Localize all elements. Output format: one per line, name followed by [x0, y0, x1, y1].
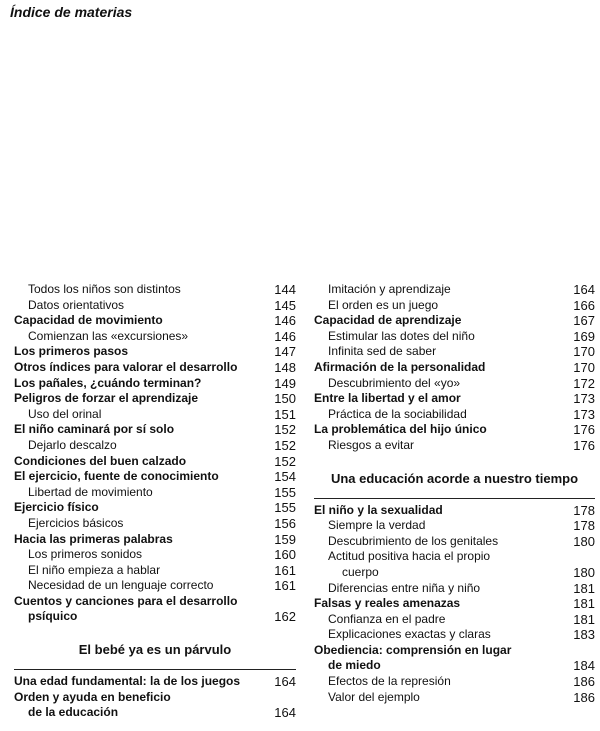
toc-entry-page: 181	[573, 580, 595, 596]
toc-column-right	[314, 282, 595, 705]
toc-entry-page: 176	[573, 437, 595, 453]
toc-entry	[314, 518, 595, 534]
toc-entry	[314, 282, 595, 298]
toc-entry	[314, 422, 595, 438]
toc-entry-page	[266, 690, 296, 706]
toc-entry-title: Entre la libertad y el amor	[314, 391, 461, 406]
toc-entry-title: Descubrimiento del «yo»	[328, 375, 461, 390]
toc-entry-page	[565, 643, 595, 659]
toc-entry	[314, 674, 595, 690]
toc-entry-title: Otros índices para valorar el desarrollo	[14, 359, 238, 374]
toc-entry	[314, 627, 595, 643]
toc-entry-page: 167	[573, 313, 595, 329]
toc-entry	[314, 549, 595, 565]
toc-entry-title: Actitud positiva hacia el propio	[328, 549, 491, 564]
toc-entry	[314, 298, 595, 314]
toc-entry	[314, 612, 595, 628]
toc-entry-title: Obediencia: comprensión en lugar	[314, 642, 512, 657]
toc-entry-page: 154	[274, 469, 296, 485]
toc-entry-title: Explicaciones exactas y claras	[328, 627, 491, 642]
toc-entry-page: 173	[573, 391, 595, 407]
toc-entry-page: 180	[573, 564, 595, 580]
toc-entry	[14, 391, 296, 407]
toc-entry-page: 172	[573, 375, 595, 391]
toc-entry-title: cuerpo	[342, 564, 379, 579]
toc-entry-title: psíquico	[28, 609, 78, 624]
toc-entry-title: Los primeros sonidos	[28, 547, 143, 562]
toc-entry-title: Ejercicio físico	[14, 500, 99, 515]
toc-entry-page: 164	[274, 674, 296, 690]
toc-entry	[14, 360, 296, 376]
toc-entry-page: 159	[274, 531, 296, 547]
toc-entry-title: Uso del orinal	[28, 406, 102, 421]
toc-entry-page: 147	[274, 344, 296, 360]
section-divider	[14, 669, 296, 670]
toc-entry-title: Dejarlo descalzo	[28, 437, 117, 452]
section-spacer	[314, 454, 595, 468]
toc-entry	[314, 534, 595, 550]
toc-entry-page: 152	[274, 453, 296, 469]
toc-entry	[14, 282, 296, 298]
section-heading: Una educación acorde a nuestro tiempo	[330, 470, 579, 486]
toc-entry-page: 155	[274, 484, 296, 500]
toc-entry	[314, 360, 595, 376]
toc-entry-page: 152	[274, 422, 296, 438]
toc-entry-page: 150	[274, 391, 296, 407]
toc-entry-title: Infinita sed de saber	[328, 344, 437, 359]
toc-entry	[14, 329, 296, 345]
toc-entry-title: de la educación	[28, 705, 119, 720]
toc-entry-title: Práctica de la sociabilidad	[328, 406, 467, 421]
toc-entry	[314, 376, 595, 392]
toc-entry-title: Orden y ayuda en beneficio	[14, 689, 171, 704]
toc-entry-page: 145	[274, 297, 296, 313]
toc-entry-page: 186	[573, 674, 595, 690]
toc-entry	[14, 422, 296, 438]
toc-entry-page	[266, 594, 296, 610]
toc-entry-title: Los primeros pasos	[14, 344, 129, 359]
toc-entry-title: Estimular las dotes del niño	[328, 328, 475, 343]
toc-entry	[14, 547, 296, 563]
toc-entry	[14, 578, 296, 594]
toc-entry-title: Datos orientativos	[28, 297, 125, 312]
toc-entry	[314, 313, 595, 329]
toc-entry-page: 144	[274, 282, 296, 297]
toc-entry-title: de miedo	[328, 658, 381, 673]
toc-entry	[314, 643, 595, 659]
toc-entry	[314, 391, 595, 407]
toc-entry-title: El ejercicio, fuente de conocimiento	[14, 469, 219, 484]
toc-entry	[14, 313, 296, 329]
toc-entry	[314, 344, 595, 360]
toc-entry	[314, 503, 595, 519]
toc-entry-title: Libertad de movimiento	[28, 484, 153, 499]
toc-entry-page: 181	[573, 596, 595, 612]
section-heading: El bebé ya es un párvulo	[78, 642, 232, 658]
toc-entry-title: Ejercicios básicos	[28, 515, 124, 530]
toc-entry-page: 148	[274, 359, 296, 375]
toc-entry	[314, 438, 595, 454]
toc-entry	[314, 565, 595, 581]
toc-entry-page: 176	[573, 422, 595, 438]
toc-entry-title: Falsas y reales amenazas	[314, 596, 461, 611]
toc-entry-title: Diferencias entre niña y niño	[328, 580, 481, 595]
toc-entry	[14, 344, 296, 360]
toc-entry-page: 173	[573, 406, 595, 422]
section-divider	[314, 498, 595, 499]
toc-entry-title: Valor del ejemplo	[328, 689, 420, 704]
toc-entry	[314, 596, 595, 612]
toc-entry-title: Todos los niños son distintos	[28, 282, 181, 296]
toc-entry	[314, 329, 595, 345]
toc-entry	[314, 690, 595, 706]
toc-entry-page: 186	[573, 689, 595, 705]
toc-entry-title: La problemática del hijo único	[314, 422, 487, 437]
toc-entry	[14, 705, 296, 721]
toc-entry-title: El orden es un juego	[328, 297, 439, 312]
toc-entry-page: 155	[274, 500, 296, 516]
toc-entry	[14, 674, 296, 690]
toc-entry-page: 156	[274, 515, 296, 531]
toc-entry-page: 181	[573, 611, 595, 627]
toc-entry-title: Peligros de forzar el aprendizaje	[14, 391, 199, 406]
toc-entry	[14, 376, 296, 392]
toc-entry-title: Imitación y aprendizaje	[328, 282, 451, 296]
toc-entry	[14, 516, 296, 532]
toc-entry	[314, 658, 595, 674]
toc-entry-title: Confianza en el padre	[328, 611, 446, 626]
toc-entry-page: 178	[573, 502, 595, 518]
toc-entry-page: 146	[274, 313, 296, 329]
toc-entry-page: 146	[274, 328, 296, 344]
toc-entry	[314, 581, 595, 597]
toc-entry-page: 170	[573, 344, 595, 360]
toc-entry	[14, 454, 296, 470]
toc-entry	[14, 298, 296, 314]
toc-entry-page: 164	[274, 705, 296, 721]
toc-entry-page: 180	[573, 533, 595, 549]
toc-entry	[14, 485, 296, 501]
toc-entry-title: Condiciones del buen calzado	[14, 453, 187, 468]
toc-entry-title: El niño empieza a hablar	[28, 562, 161, 577]
toc-entry-title: Siempre la verdad	[328, 518, 426, 533]
toc-entry-page: 160	[274, 547, 296, 563]
toc-entry-page: 161	[274, 562, 296, 578]
toc-entry	[14, 438, 296, 454]
toc-entry	[14, 500, 296, 516]
toc-entry-page: 149	[274, 375, 296, 391]
toc-entry-title: Comienzan las «excursiones»	[28, 328, 189, 343]
toc-entry	[14, 469, 296, 485]
toc-entry	[14, 690, 296, 706]
toc-entry-title: Hacia las primeras palabras	[14, 531, 173, 546]
toc-entry-title: El niño y la sexualidad	[314, 502, 443, 517]
toc-column-left	[14, 282, 296, 721]
toc-entry-page: 184	[573, 658, 595, 674]
toc-entry-page: 161	[274, 578, 296, 594]
toc-entry-title: Cuentos y canciones para el desarrollo	[14, 593, 238, 608]
section-spacer	[14, 625, 296, 639]
toc-entry-page	[565, 549, 595, 565]
toc-entry-page: 164	[573, 282, 595, 297]
toc-entry	[14, 532, 296, 548]
toc-entry-page: 166	[573, 297, 595, 313]
toc-entry	[14, 563, 296, 579]
toc-entry-title: Capacidad de movimiento	[14, 313, 163, 328]
toc-entry	[14, 594, 296, 610]
toc-entry-title: Una edad fundamental: la de los juegos	[14, 674, 241, 689]
toc-entry-page: 152	[274, 437, 296, 453]
toc-entry-page: 183	[573, 627, 595, 643]
toc-entry	[314, 407, 595, 423]
toc-entry-page: 169	[573, 328, 595, 344]
page-header: Índice de materias	[10, 4, 133, 20]
toc-entry-title: Capacidad de aprendizaje	[314, 313, 462, 328]
toc-entry-title: El niño caminará por sí solo	[14, 422, 175, 437]
toc-entry-page: 162	[274, 609, 296, 625]
toc-entry-page: 170	[573, 359, 595, 375]
toc-entry-title: Descubrimiento de los genitales	[328, 533, 499, 548]
toc-entry-title: Riesgos a evitar	[328, 437, 415, 452]
toc-entry-title: Efectos de la represión	[328, 674, 451, 689]
toc-entry-title: Afirmación de la personalidad	[314, 359, 486, 374]
toc-entry-title: Necesidad de un lenguaje correcto	[28, 578, 214, 593]
toc-entry	[14, 407, 296, 423]
toc-entry	[14, 609, 296, 625]
toc-entry-page: 178	[573, 518, 595, 534]
toc-entry-title: Los pañales, ¿cuándo terminan?	[14, 375, 202, 390]
toc-entry-page: 151	[274, 406, 296, 422]
